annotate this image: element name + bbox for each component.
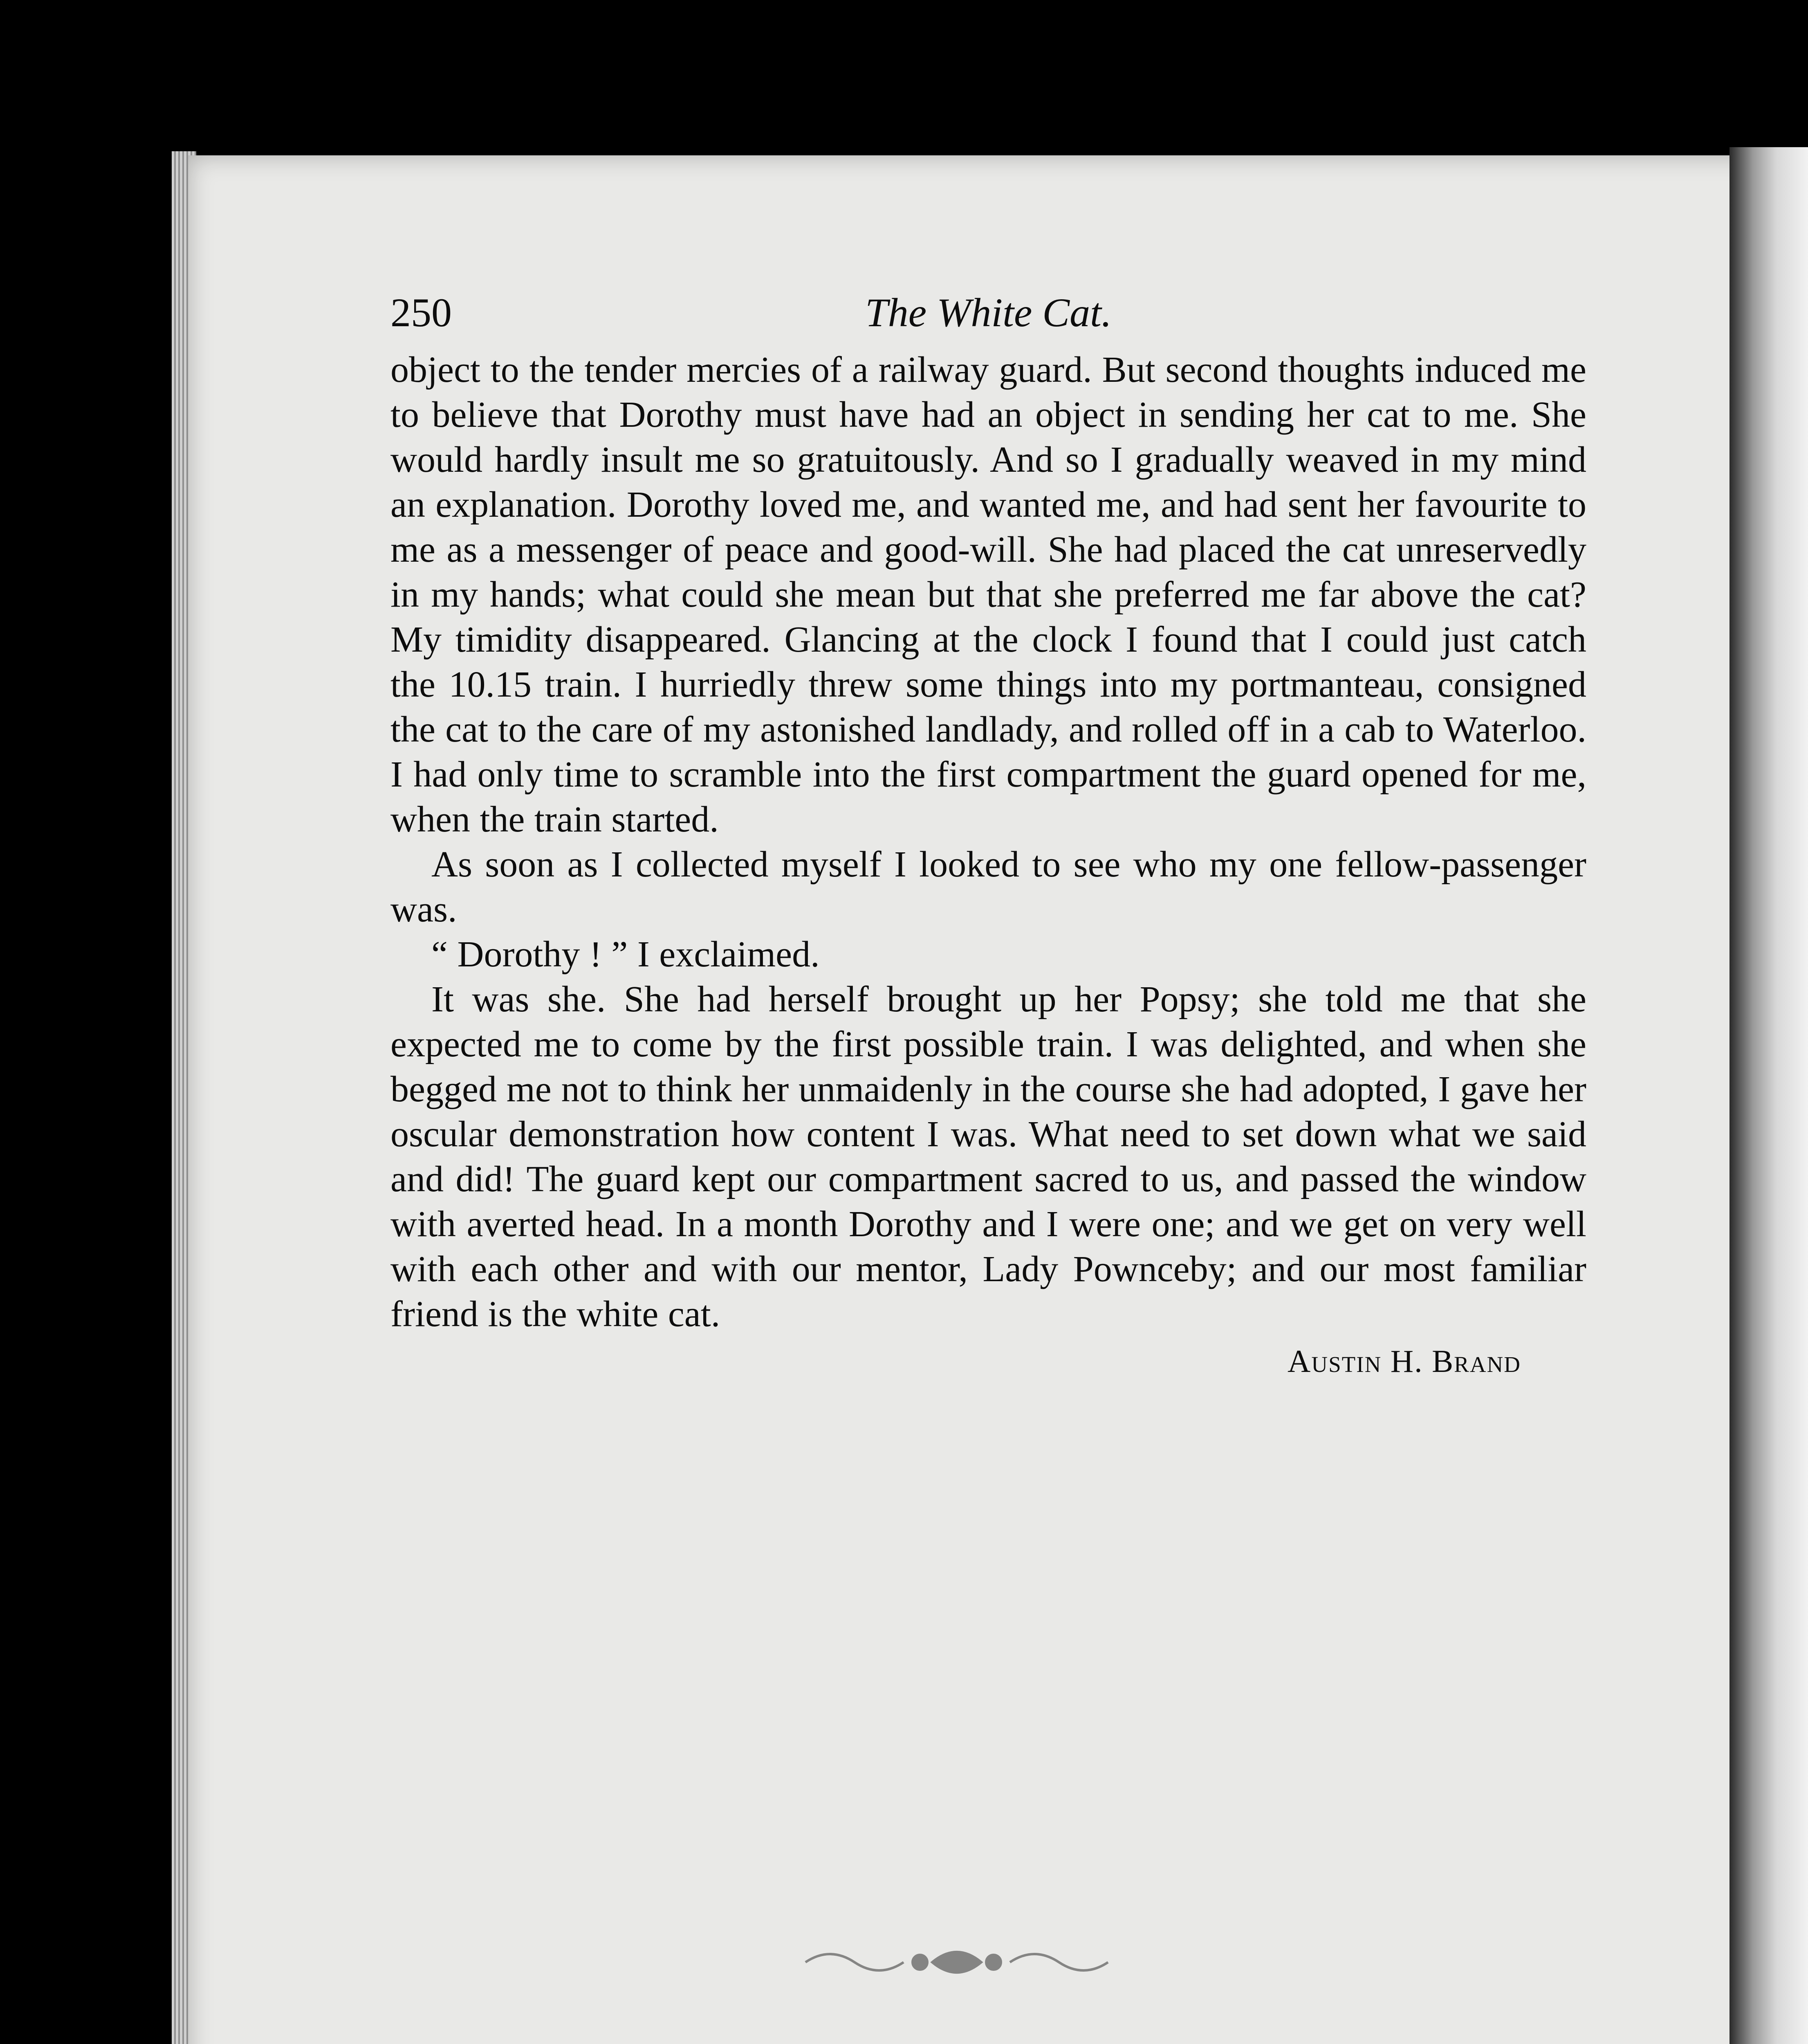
paragraph-4: It was she. She had herself brought up her Popsy; she told me that she expected me to come by the first possible train. I was delighted, and when she begged me not to think her unmaidenly in the course she had adopted, I gave her oscular demonstration how content I was. What need to set down what we said and did! The guard kept our compartment sacred to us, and passed the window with averted head. In a month Dorothy and I were one; and we get on very well with each other and with our mentor, Lady Pownceby; and our most familiar friend is the white cat. [390, 979, 1586, 1334]
page-stack-right [1729, 147, 1808, 2044]
running-head [390, 286, 1586, 347]
author-signature: Austin H. Brand [1288, 1343, 1521, 1379]
text-block [390, 286, 1586, 1386]
paragraph-3: “ Dorothy ! ” I exclaimed. [431, 934, 820, 975]
ornament-icon [797, 1938, 1116, 1987]
paragraph-1: object to the tender mercies of a railway guard. But second thoughts induced me to believe that Dorothy must have had an object in sending her cat to me. She would hardly insult me so gratuitously. And so I gradually weaved in my mind an explanation. Dorothy loved me, and wanted me, and had sent her favourite to me as a messenger of peace and good-will. She had placed the cat unreservedly in my hands; what could she mean but that she preferred me far above the cat? My timidity disappeared. Glancing at the clock I found that I could just catch the 10.15 train. I hurriedly threw some things into my portmanteau, consigned the cat to the care of my astonished landlady, and rolled off in a cab to Waterloo. I had only time to scramble into the first compartment the guard opened for me, when the train started. [390, 350, 1586, 840]
page-number: 250 [390, 290, 452, 335]
page-title: The White Cat. [865, 290, 1112, 335]
paragraph-2: As soon as I collected myself I looked to see who my one fellow-passenger was. [390, 844, 1586, 930]
